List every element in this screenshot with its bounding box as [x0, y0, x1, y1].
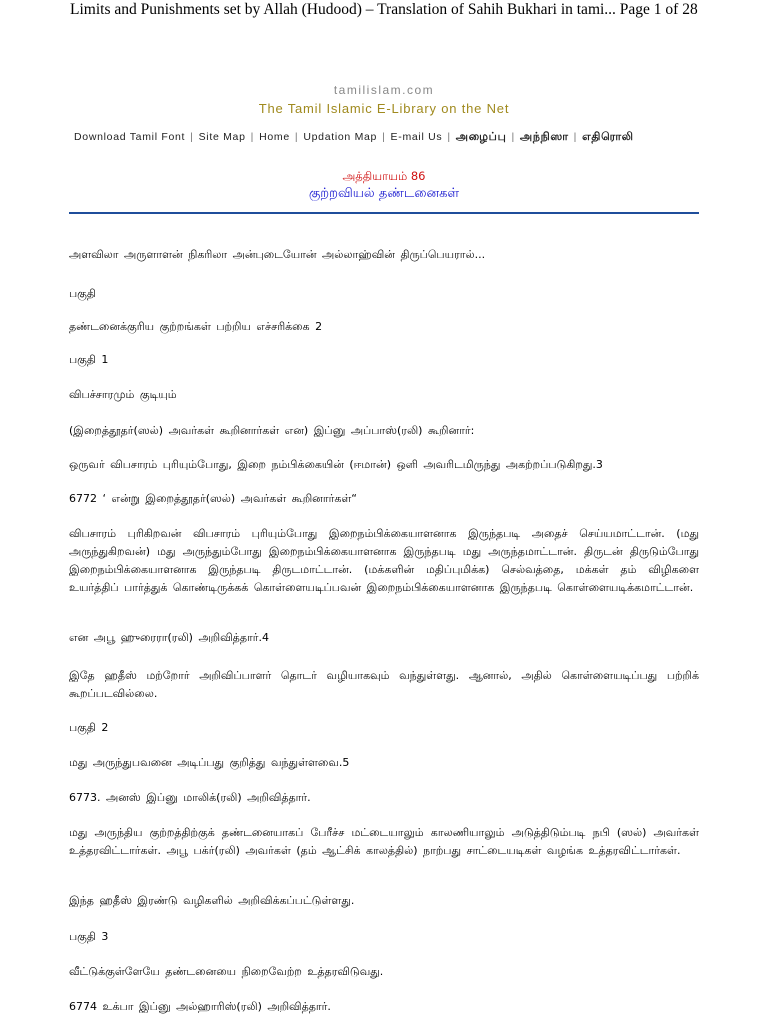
header-divider — [69, 212, 699, 214]
page-header: Limits and Punishments set by Allah (Hudood) – Translation of Sahih Bukhari in tami... Page 1 of 28 — [70, 1, 698, 18]
paragraph: (இறைத்தூதர்(ஸல்) அவர்கள் கூறினார்கள் என) இப்னு அப்பாஸ்(ரலி) கூறினார்: — [69, 424, 475, 437]
nav-home[interactable]: Home — [259, 131, 290, 143]
top-navigation: Download Tamil Font | Site Map | Home | Updation Map | E-mail Us | அழைப்பு | அந்நிஸா | எதிரொலி — [74, 131, 634, 143]
section-heading: பகுதி — [69, 287, 96, 300]
section-heading: பகுதி 3 — [69, 930, 109, 943]
paragraph: வீட்டுக்குள்ளேயே தண்டனையை நிறைவேற்ற உத்தரவிடுவது. — [69, 965, 384, 978]
chapter-title: குற்றவியல் தண்டனைகள் — [308, 186, 460, 201]
section-heading: பகுதி 1 — [69, 353, 109, 366]
hadith-number: 6773. அனஸ் இப்னு மாலிக்(ரலி) அறிவித்தார். — [69, 791, 311, 804]
nav-email-us[interactable]: E-mail Us — [390, 131, 443, 143]
section-heading: பகுதி 2 — [69, 721, 109, 734]
nav-site-map[interactable]: Site Map — [198, 131, 246, 143]
hadith-number: 6774 உக்பா இப்னு அல்ஹாரிஸ்(ரலி) அறிவித்தார். — [69, 1000, 331, 1013]
nav-updation-map[interactable]: Updation Map — [303, 131, 378, 143]
paragraph: மது அருந்திய குற்றத்திற்குக் தண்டனையாகப் பேரீச்ச மட்டையாலும் காலணியாலும் அடுத்திடும்படி நபி (ஸல்) அவர்கள் உத்தரவிட்டார்கள். அபூ பக்ர்(ரலி) அவர்கள் (தம் ஆட்சிக் காலத்தில்) நாற்பது சாட்டையடிகள் வழங்க உத்தரவிட்டார்கள். — [69, 826, 700, 857]
paragraph: இந்த ஹதீஸ் இரண்டு வழிகளில் அறிவிக்கப்பட்டுள்ளது. — [69, 894, 355, 907]
bismillah-line: அளவிலா அருளாளன் நிகரிலா அன்புடையோன் அல்லாஹ்வின் திருப்பெயரால்... — [69, 248, 486, 261]
paragraph: ஒருவர் விபசாரம் புரியும்போது, இறை நம்பிக்கையின் (ஈமான்) ஒளி அவரிடமிருந்து அகற்றப்படுகிறது.3 — [69, 458, 603, 471]
nav-azhaippu[interactable]: அழைப்பு — [455, 131, 507, 143]
paragraph: மது அருந்துபவனை அடிப்பது குறித்து வந்துள்ளவை.5 — [69, 756, 350, 769]
chapter-number: அத்தியாயம் 86 — [342, 169, 426, 183]
narrator-line: என அபூ ஹுரைரா(ரலி) அறிவித்தார்.4 — [69, 631, 269, 644]
paragraph: விபசாரம் புரிகிறவன் விபசாரம் புரியும்போது இறைநம்பிக்கையாளனாக இருந்தபடி அதைச் செய்யமாட்டான். (மது அருந்துகிறவன்) மது அருந்தும்போது இறைநம்பிக்கையாளனாக இருந்தபடி மது அருந்தமாட்டான். திருடன் திருடும்போது இறைநம்பிக்கையாளனாக இருந்தபடி திருடமாட்டான். (மக்களின் மதிப்புமிக்க) செல்வத்தை, மக்கள் தம் விழிகளை உயர்த்திப் பார்த்துக் கொண்டிருக்கக் கொள்ளையடிப்பவன் இறைநம்பிக்கையாளனாக இருந்தபடி கொள்ளையடிக்கமாட்டான். — [69, 527, 699, 594]
nav-annisa[interactable]: அந்நிஸா — [519, 131, 569, 143]
paragraph: இதே ஹதீஸ் மற்றோர் அறிவிப்பாளர் தொடர் வழியாகவும் வந்துள்ளது. ஆனால், அதில் கொள்ளையடிப்பது பற்றிக் கூறப்படவில்லை. — [69, 669, 699, 700]
nav-ethiroli[interactable]: எதிரொலி — [582, 131, 634, 143]
paragraph: விபச்சாரமும் குடியும் — [69, 388, 177, 401]
paragraph: தண்டனைக்குரிய குற்றங்கள் பற்றிய எச்சரிக்கை 2 — [69, 320, 323, 333]
hadith-number: 6772 ‘ என்று இறைத்தூதர்(ஸல்) அவர்கள் கூறினார்கள்“ — [69, 492, 357, 505]
site-tagline: The Tamil Islamic E-Library on the Net — [258, 101, 510, 116]
site-name-link[interactable]: tamilislam.com — [333, 83, 435, 97]
nav-download-tamil-font[interactable]: Download Tamil Font — [74, 131, 186, 143]
